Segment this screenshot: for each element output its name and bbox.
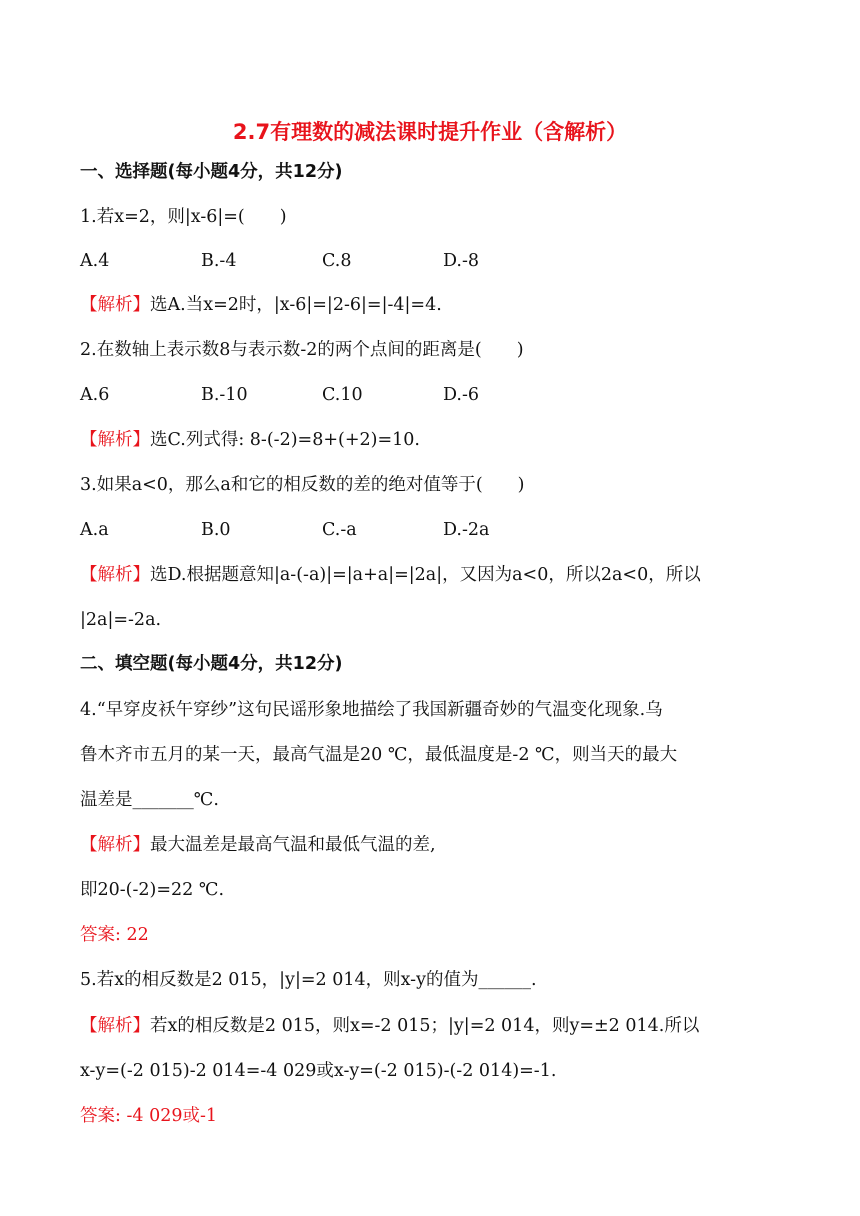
question-4-stem-2: 鲁木齐市五月的某一天，最高气温是20 ℃，最低温度是-2 ℃，则当天的最大 [80, 745, 678, 765]
option-c: C.8 [322, 251, 352, 271]
question-3-stem: 3.如果a<0，那么a和它的相反数的差的绝对值等于( ) [80, 475, 525, 495]
option-a: A.a [80, 520, 109, 540]
analysis-label: 【解析】 [80, 835, 150, 855]
section-heading-choice: 一、选择题(每小题4分，共12分) [80, 162, 343, 182]
option-d: D.-8 [443, 251, 480, 271]
analysis-text: 若x的相反数是2 015，则x=-2 015；|y|=2 014，则y=±2 014.所以 [150, 1016, 700, 1036]
question-4-analysis [80, 833, 780, 857]
analysis-label: 【解析】 [80, 1016, 150, 1036]
analysis-text: 最大温差是最高气温和最低气温的差, [150, 835, 436, 855]
question-3-analysis [80, 563, 780, 587]
question-4-stem-3: 温差是_______℃. [80, 790, 219, 810]
question-3-analysis-cont: |2a|=-2a. [80, 610, 162, 630]
question-1-stem: 1.若x=2，则|x-6|=( ) [80, 207, 287, 227]
option-d: D.-2a [443, 520, 490, 540]
question-2-options [80, 383, 780, 407]
section-heading-fill: 二、填空题(每小题4分，共12分) [80, 654, 343, 674]
option-b: B.-10 [201, 385, 248, 405]
question-5-answer [80, 1104, 780, 1128]
question-2-stem: 2.在数轴上表示数8与表示数-2的两个点间的距离是( ) [80, 340, 524, 360]
question-5-analysis-cont: x-y=(-2 015)-2 014=-4 029或x-y=(-2 015)-(-2 014)=-1. [80, 1061, 557, 1081]
analysis-text: 选A.当x=2时，|x-6|=|2-6|=|-4|=4. [150, 295, 442, 315]
option-d: D.-6 [443, 385, 480, 405]
analysis-text: 选D.根据题意知|a-(-a)|=|a+a|=|2a|，又因为a<0，所以2a<0，所以 [150, 565, 701, 585]
option-c: C.10 [322, 385, 363, 405]
option-a: A.4 [80, 251, 110, 271]
question-1-analysis [80, 293, 780, 317]
question-4-answer [80, 923, 780, 947]
question-4-analysis-cont: 即20-(-2)=22 ℃. [80, 880, 225, 900]
option-b: B.0 [201, 520, 231, 540]
answer-label: 答案: [80, 925, 121, 945]
answer-value: -4 029或-1 [126, 1106, 218, 1126]
question-3-options [80, 518, 780, 542]
option-b: B.-4 [201, 251, 237, 271]
option-c: C.-a [322, 520, 357, 540]
analysis-label: 【解析】 [80, 295, 150, 315]
analysis-label: 【解析】 [80, 565, 150, 585]
option-a: A.6 [80, 385, 110, 405]
question-2-analysis [80, 428, 780, 452]
question-5-stem: 5.若x的相反数是2 015，|y|=2 014，则x-y的值为______. [80, 970, 537, 990]
analysis-text: 选C.列式得: 8-(-2)=8+(+2)=10. [150, 430, 420, 450]
answer-label: 答案: [80, 1106, 121, 1126]
question-4-stem-1: 4.“早穿皮袄午穿纱”这句民谣形象地描绘了我国新疆奇妙的气温变化现象.乌 [80, 700, 663, 720]
answer-value: 22 [126, 925, 149, 945]
page-title: 2.7有理数的减法课时提升作业（含解析） [232, 120, 628, 144]
question-5-analysis [80, 1014, 780, 1038]
question-1-options [80, 249, 780, 273]
analysis-label: 【解析】 [80, 430, 150, 450]
